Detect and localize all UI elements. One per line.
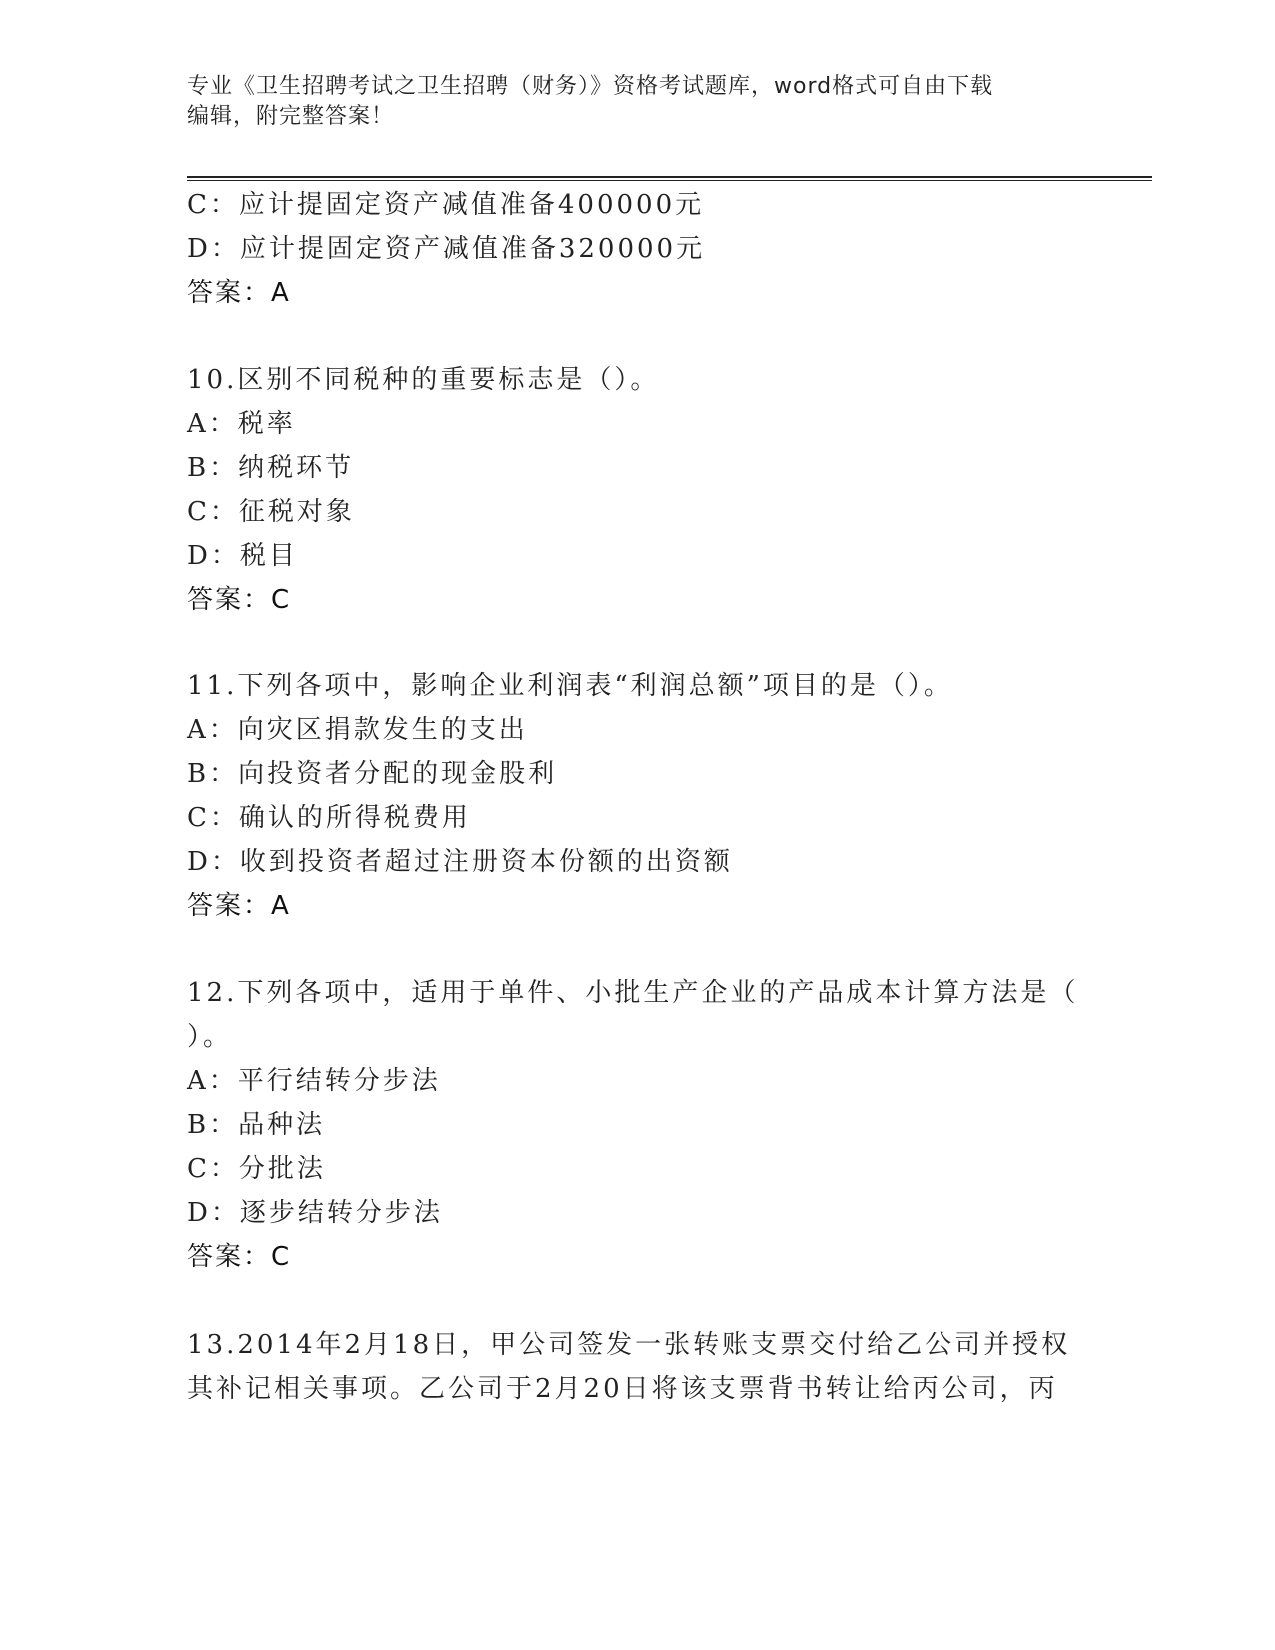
q10-option-b: B：纳税环节 (187, 453, 355, 483)
q12-answer: 答案：C (187, 1242, 292, 1272)
q11-option-c: C：确认的所得税费用 (187, 803, 471, 833)
q13-question-line-2: 其补记相关事项。乙公司于2月20日将该支票背书转让给丙公司，丙 (187, 1374, 1058, 1404)
q13-question-line-1: 13.2014年2月18日，甲公司签发一张转账支票交付给乙公司并授权 (187, 1330, 1071, 1360)
q12-question-line-1: 12.下列各项中，适用于单件、小批生产企业的产品成本计算方法是（ (187, 978, 1079, 1008)
q12-option-a: A：平行结转分步法 (187, 1066, 441, 1096)
q10-question: 10.区别不同税种的重要标志是（）。 (187, 365, 660, 395)
q9-option-c: C：应计提固定资产减值准备400000元 (187, 190, 705, 220)
q11-option-b: B：向投资者分配的现金股利 (187, 759, 558, 789)
q10-option-a: A：税率 (187, 409, 296, 439)
q12-option-b: B：品种法 (187, 1110, 326, 1140)
document-header (187, 72, 1067, 132)
q11-option-a: A：向灾区捐款发生的支出 (187, 715, 528, 745)
q10-option-d: D：税目 (187, 541, 298, 571)
q10-answer: 答案：C (187, 585, 292, 615)
q9-option-d: D：应计提固定资产减值准备320000元 (187, 234, 706, 264)
q11-answer: 答案：A (187, 891, 291, 921)
q12-option-d: D：逐步结转分步法 (187, 1198, 443, 1228)
q12-question-line-2: ）。 (187, 1022, 233, 1052)
header-divider (187, 176, 1152, 181)
q11-question: 11.下列各项中，影响企业利润表“利润总额”项目的是（）。 (187, 671, 953, 701)
q12-option-c: C：分批法 (187, 1154, 326, 1184)
q9-answer: 答案：A (187, 278, 291, 308)
header-line-2: 编辑，附完整答案！ (187, 104, 395, 129)
q10-option-c: C：征税对象 (187, 497, 355, 527)
header-line-1: 专业《卫生招聘考试之卫生招聘（财务）》资格考试题库，word格式可自由下载 (187, 74, 994, 99)
q11-option-d: D：收到投资者超过注册资本份额的出资额 (187, 847, 733, 877)
